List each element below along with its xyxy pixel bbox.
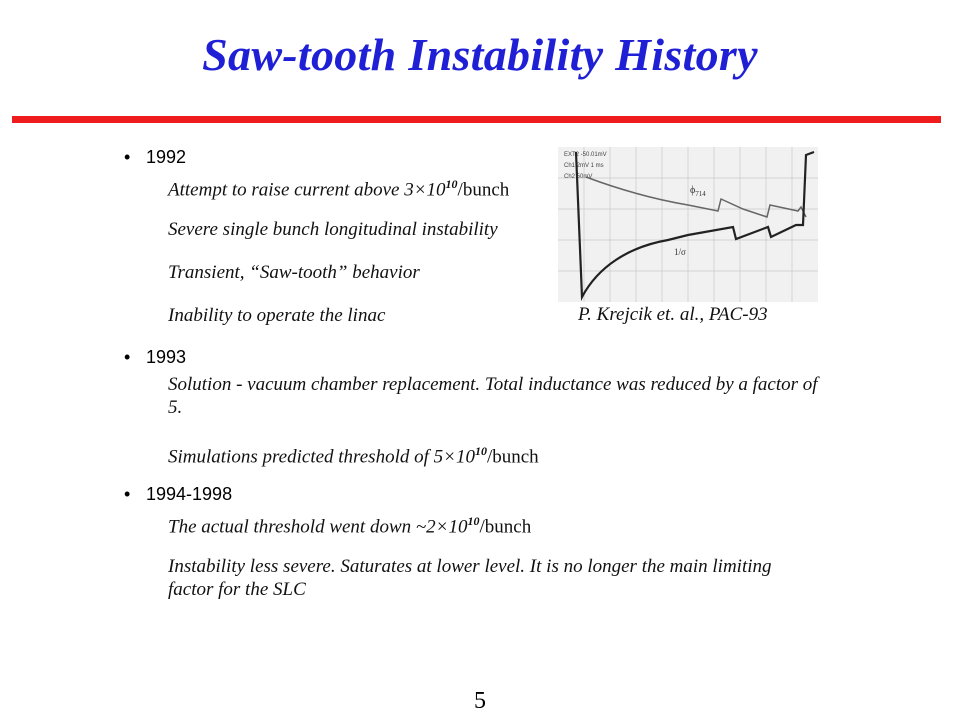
phase-label: $\phi_{714}$ xyxy=(690,185,706,198)
figure-caption: P. Krejcik et. al., PAC-93 xyxy=(578,304,768,325)
scope-header-1: EXT2 -50.01mV xyxy=(564,152,607,158)
item-1994-severity: Instability less severe. Saturates at lower level. It is no longer the main limiting factor for the SLC xyxy=(168,556,772,600)
scope-header-3: Ch2 50mV xyxy=(564,174,593,180)
item-1994-threshold: The actual threshold went down $\sim 2\times 10^{10}$/bunch xyxy=(168,514,532,538)
item-1992-current: Attempt to raise current above $3\times 10^{10}$/bunch xyxy=(168,177,510,201)
item-1993-solution: Solution - vacuum chamber replacement. Total inductance was reduced by a factor of 5. xyxy=(168,374,818,418)
title-divider xyxy=(12,116,941,123)
slide-title: Saw-tooth Instability History xyxy=(202,29,758,80)
item-1992-transient: Transient, “Saw-tooth” behavior xyxy=(168,262,420,283)
oscilloscope-figure xyxy=(558,147,818,302)
scope-header-2: Ch1 2mV 1 ms xyxy=(564,163,604,169)
bullet-1993: • 1993 xyxy=(124,347,187,367)
bullet-1994-1998: • 1994-1998 xyxy=(124,484,233,504)
item-1992-instability: Severe single bunch longitudinal instability xyxy=(168,219,498,240)
sigma-label: 1/σ xyxy=(674,247,686,257)
item-1993-simulation: Simulations predicted threshold of $5\times 10^{10}$/bunch xyxy=(168,444,539,468)
item-1992-linac: Inability to operate the linac xyxy=(168,305,386,326)
page-number: 5 xyxy=(474,688,486,714)
bullet-1992: • 1992 xyxy=(124,147,187,167)
